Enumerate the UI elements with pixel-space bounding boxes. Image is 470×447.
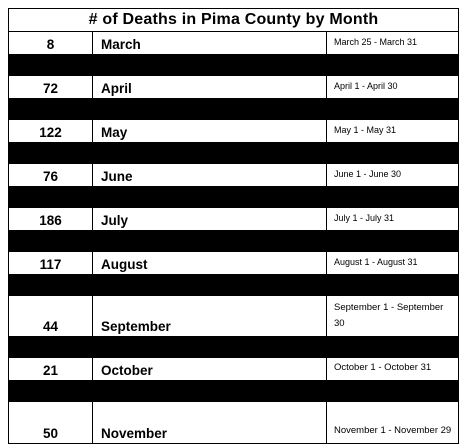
month-name: May — [93, 120, 327, 142]
table-row — [9, 252, 458, 275]
death-count: 122 — [9, 120, 93, 142]
date-range: November 1 - November 29 — [334, 425, 452, 436]
month-name: March — [93, 32, 327, 54]
table-row — [9, 32, 458, 55]
table-row — [9, 120, 458, 143]
month-name: April — [93, 76, 327, 98]
date-range: September 1 - September 30 — [334, 302, 444, 329]
month-name: November — [93, 402, 327, 443]
death-count: 72 — [9, 76, 93, 98]
deaths-table — [8, 8, 459, 444]
date-range: April 1 - April 30 — [334, 81, 398, 91]
death-count: 117 — [9, 252, 93, 274]
separator-bar — [9, 55, 458, 76]
month-name: October — [93, 358, 327, 380]
death-count: 21 — [9, 358, 93, 380]
death-count: 50 — [9, 402, 93, 443]
separator-bar — [9, 187, 458, 208]
death-count: 44 — [9, 296, 93, 336]
date-range: June 1 - June 30 — [334, 169, 402, 179]
month-name: June — [93, 164, 327, 186]
month-name: August — [93, 252, 327, 274]
death-count: 76 — [9, 164, 93, 186]
separator-bar — [9, 143, 458, 164]
table-row — [9, 296, 458, 337]
date-range: March 25 - March 31 — [334, 37, 418, 47]
table-title: # of Deaths in Pima County by Month — [9, 8, 458, 32]
separator-bar — [9, 275, 458, 296]
table-row — [9, 402, 458, 443]
table-row — [9, 164, 458, 187]
month-name: September — [93, 296, 327, 336]
date-range: August 1 - August 31 — [334, 257, 418, 267]
month-name: July — [93, 208, 327, 230]
separator-bar — [9, 99, 458, 120]
death-count: 8 — [9, 32, 93, 54]
table-row — [9, 208, 458, 231]
separator-bar — [9, 231, 458, 252]
date-range: October 1 - October 31 — [334, 362, 432, 373]
table-row — [9, 76, 458, 99]
separator-bar — [9, 337, 458, 358]
date-range: July 1 - July 31 — [334, 213, 395, 223]
death-count: 186 — [9, 208, 93, 230]
table-row — [9, 358, 458, 381]
separator-bar — [9, 381, 458, 402]
date-range: May 1 - May 31 — [334, 125, 397, 135]
